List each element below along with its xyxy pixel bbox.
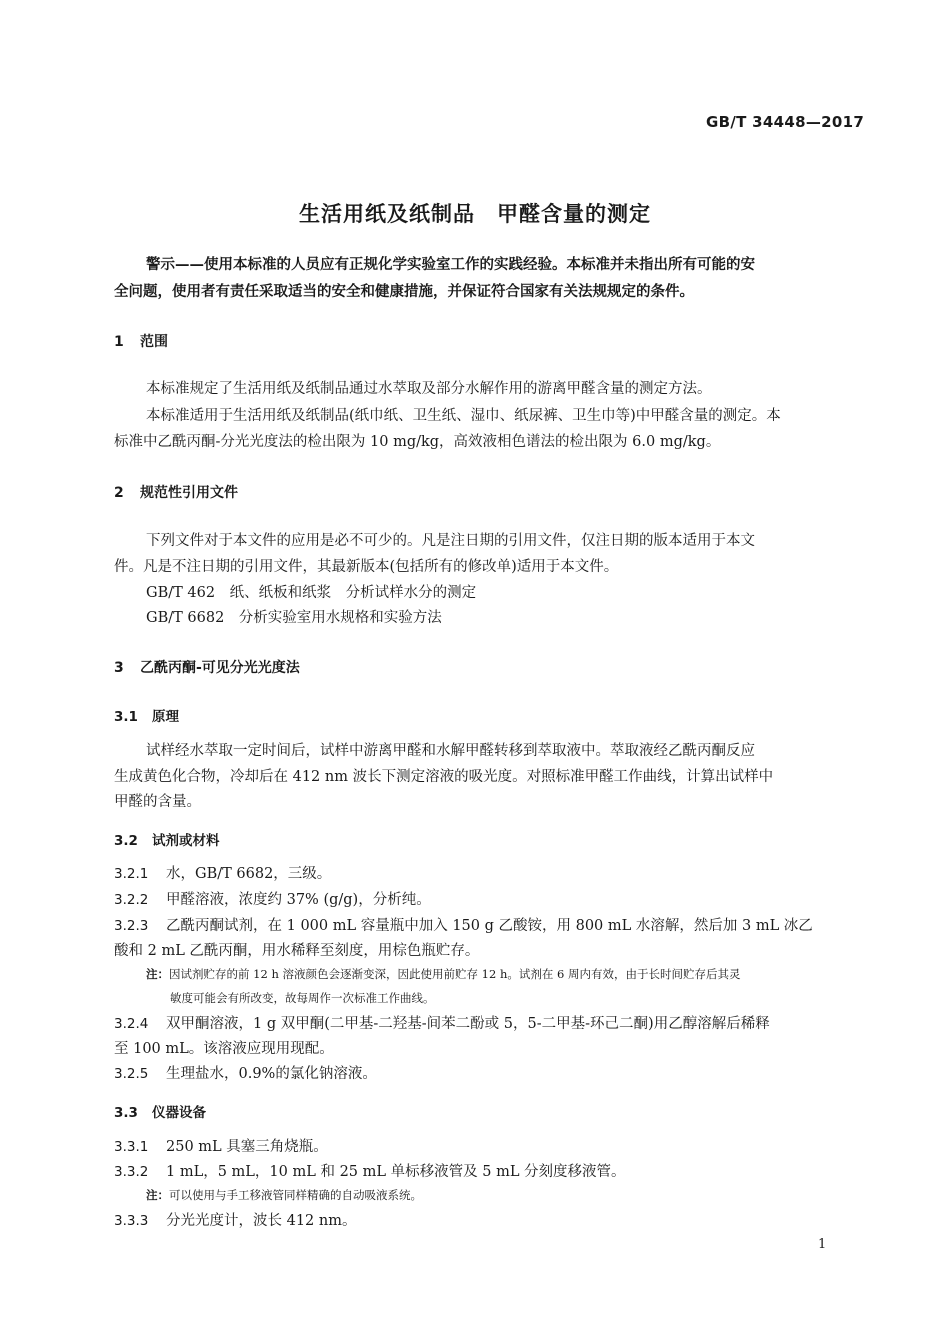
- clause-text: 生理盐水，0.9%的氯化钠溶液。: [166, 1066, 377, 1082]
- note-text: 可以使用与手工移液管同样精确的自动吸液系统。: [169, 1188, 422, 1202]
- subsection-3-1-heading: [114, 705, 179, 725]
- warning-paragraph: [114, 252, 850, 306]
- section-1-paragraph-2-line-1: 本标准适用于生活用纸及纸制品(纸巾纸、卫生纸、湿巾、纸尿裤、卫生巾等)中甲醛含量的测定。本: [146, 408, 781, 424]
- clause-3-2-2: [114, 887, 431, 914]
- section-title: 规范性引用文件: [140, 485, 238, 501]
- section-1-paragraph-2-line-2: 标准中乙酰丙酮-分光光度法的检出限为 10 mg/kg，高效液相色谱法的检出限为 6.0 mg/kg。: [114, 434, 721, 450]
- clause-3-2-4-continued: 至 100 mL。该溶液应现用现配。: [114, 1041, 334, 1057]
- page-number: 1: [818, 1237, 827, 1252]
- clause-3-2-3: [114, 913, 813, 940]
- clause-3-3-3: [114, 1208, 356, 1235]
- section-2-heading: [114, 482, 238, 502]
- clause-number: 3.3.3: [114, 1213, 149, 1229]
- note-label: 注：: [146, 1188, 169, 1202]
- clause-text: 乙酰丙酮试剂，在 1 000 mL 容量瓶中加入 150 g 乙酸铵，用 800 mL 水溶解，然后加 3 mL 冰乙: [166, 918, 813, 934]
- section-title: 乙酰丙酮-可见分光光度法: [140, 660, 300, 676]
- principle-line-2: 生成黄色化合物，冷却后在 412 nm 波长下测定溶液的吸光度。对照标准甲醛工作曲线，计算出试样中: [114, 769, 774, 785]
- clause-3-2-5: [114, 1061, 377, 1088]
- note-3-2-3-line-2: 敏度可能会有所改变，故每周作一次标准工作曲线。: [170, 991, 435, 1005]
- clause-text: 甲醛溶液，浓度约 37% (g/g)，分析纯。: [166, 892, 431, 908]
- clause-number: 3.3.2: [114, 1164, 149, 1180]
- warning-line-2: 全问题，使用者有责任采取适当的安全和健康措施，并保证符合国家有关法规规定的条件。: [114, 284, 694, 300]
- clause-3-2-1: [114, 861, 331, 888]
- subsection-3-3-heading: [114, 1101, 206, 1121]
- principle-line-1: 试样经水萃取一定时间后，试样中游离甲醛和水解甲醛转移到萃取液中。萃取液经乙酰丙酮反应: [146, 743, 755, 759]
- standard-code: GB/T 34448—2017: [706, 113, 865, 131]
- note-3-3-2: [146, 1183, 422, 1207]
- section-1-paragraph-1: 本标准规定了生活用纸及纸制品通过水萃取及部分水解作用的游离甲醛含量的测定方法。: [146, 381, 712, 397]
- subsection-3-2-heading: [114, 829, 220, 849]
- principle-line-3: 甲醛的含量。: [114, 794, 201, 810]
- section-number: 1: [114, 334, 124, 350]
- clause-3-2-3-continued: 酸和 2 mL 乙酰丙酮，用水稀释至刻度，用棕色瓶贮存。: [114, 943, 480, 959]
- clause-text: 分光光度计，波长 412 nm。: [166, 1213, 357, 1229]
- clause-number: 3.2.5: [114, 1066, 149, 1082]
- section-title: 范围: [140, 334, 168, 350]
- section-number: 3: [114, 660, 124, 676]
- section-3-heading: [114, 657, 300, 677]
- clause-3-3-2: [114, 1159, 626, 1186]
- reference-item: GB/T 6682 分析实验室用水规格和实验方法: [146, 610, 442, 626]
- clause-3-3-1: [114, 1134, 328, 1161]
- clause-text: 双甲酮溶液，1 g 双甲酮(二甲基-二羟基-间苯二酚或 5，5-二甲基-环己二酮)用乙醇溶解后稀释: [166, 1016, 770, 1032]
- clause-3-2-4: [114, 1011, 770, 1038]
- clause-text: 250 mL 具塞三角烧瓶。: [166, 1139, 328, 1155]
- clause-number: 3.2.3: [114, 918, 149, 934]
- clause-number: 3.2.1: [114, 866, 149, 882]
- subsection-title: 试剂或材料: [152, 833, 220, 849]
- subsection-title: 原理: [152, 709, 179, 725]
- section-2-paragraph-line-2: 件。凡是不注日期的引用文件，其最新版本(包括所有的修改单)适用于本文件。: [114, 559, 619, 575]
- clause-number: 3.3.1: [114, 1139, 149, 1155]
- page-title: 生活用纸及纸制品 甲醛含量的测定: [299, 202, 651, 226]
- subsection-title: 仪器设备: [152, 1105, 206, 1121]
- subsection-number: 3.3: [114, 1105, 138, 1121]
- note-3-2-3: [146, 962, 740, 986]
- note-label: 注：: [146, 967, 169, 981]
- clause-text: 1 mL，5 mL，10 mL 和 25 mL 单标移液管及 5 mL 分刻度移液管。: [166, 1164, 626, 1180]
- section-2-paragraph-line-1: 下列文件对于本文件的应用是必不可少的。凡是注日期的引用文件，仅注日期的版本适用于本文: [146, 533, 755, 549]
- clause-number: 3.2.4: [114, 1016, 149, 1032]
- note-line-1: 因试剂贮存的前 12 h 溶液颜色会逐渐变深，因此使用前贮存 12 h。试剂在 6 周内有效，由于长时间贮存后其灵: [169, 967, 741, 981]
- reference-item: GB/T 462 纸、纸板和纸浆 分析试样水分的测定: [146, 585, 477, 601]
- subsection-number: 3.2: [114, 833, 138, 849]
- clause-number: 3.2.2: [114, 892, 149, 908]
- clause-text: 水，GB/T 6682，三级。: [166, 866, 332, 882]
- section-1-heading: [114, 331, 168, 351]
- warning-line-1: 警示——使用本标准的人员应有正规化学实验室工作的实践经验。本标准并未指出所有可能的安: [146, 257, 755, 273]
- section-number: 2: [114, 485, 124, 501]
- subsection-number: 3.1: [114, 709, 138, 725]
